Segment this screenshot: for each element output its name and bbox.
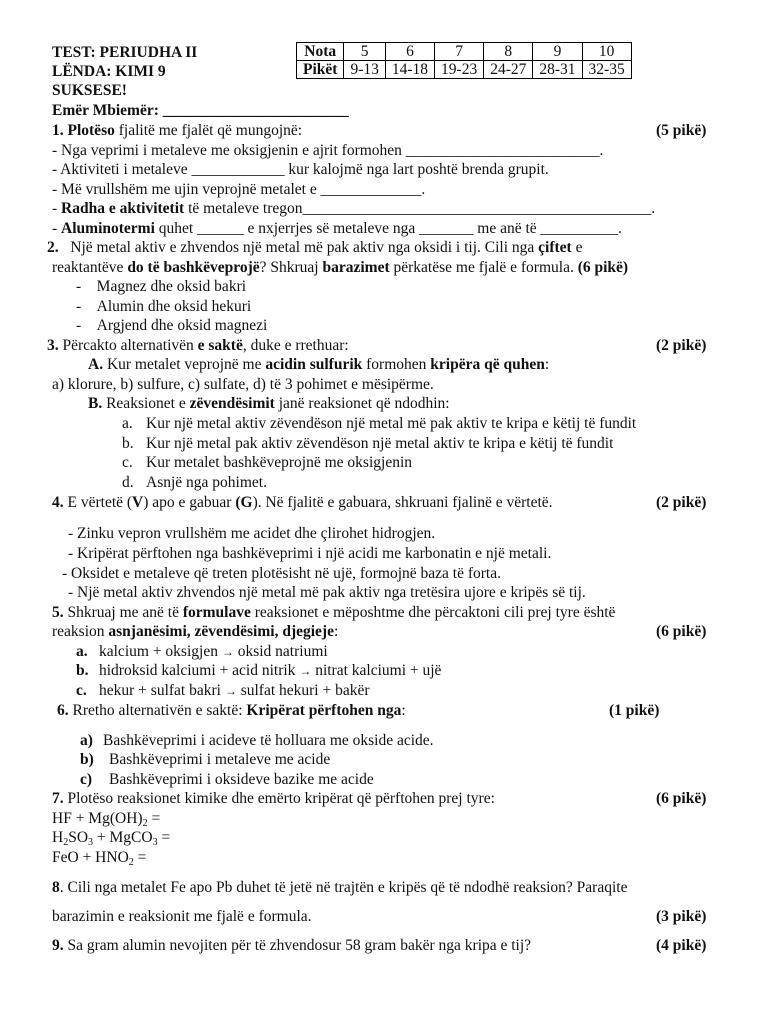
option-letter: c. [76, 682, 87, 699]
q5-text-2: reaksionet e mëposhtme dhe përcaktoni cili prej tyre është [250, 604, 616, 621]
q5-bold-2: asnjanësimi, zëvendësimi, djegieje [108, 623, 334, 640]
name-blank: ________________________ [162, 102, 349, 119]
q6-text-2: : [401, 702, 406, 719]
option-letter: a) [80, 732, 93, 749]
q3-b-label: B. [88, 395, 103, 412]
q4-statement-4: - Një metal aktiv zhvendos një metal më pak aktiv nga tretësira ujore e kripës së tij. [68, 584, 586, 601]
reaction-right: sulfat hekuri + bakër [236, 682, 370, 699]
q2-text-2c: përkatëse me fjalë e formula. [389, 259, 578, 276]
points-row [297, 61, 632, 79]
q3-a-bold-1: acidin sulfurik [265, 356, 363, 373]
grade-row-label: Nota [297, 43, 344, 61]
q3-part-a [88, 355, 549, 374]
eq-text: SO [68, 829, 89, 846]
points-row-label: Pikët [297, 61, 344, 79]
q1-line-4-bold: Radha e aktivitetit [61, 200, 185, 217]
q6-number: 6. [57, 702, 69, 719]
q8-text-1: . Cili nga metalet Fe apo Pb duhet të jetë në trajtën e kripës që të ndodhë reaksion? Paraqite [59, 879, 628, 896]
q1-points: (5 pikë) [656, 122, 707, 139]
list-item [76, 642, 328, 662]
q7-points: (6 pikë) [656, 790, 707, 807]
eq-subscript: 2 [142, 818, 148, 829]
list-item [122, 473, 267, 492]
list-item [80, 750, 330, 769]
q7-equation-2 [52, 828, 170, 847]
q7-number: 7. [52, 790, 64, 807]
q8-number: 8 [52, 879, 60, 896]
q4-bold-g: (G [235, 494, 253, 511]
eq-subscript: 3 [152, 837, 158, 848]
q3-part-b [88, 394, 450, 413]
q6-text-1: Rretho alternativën e saktë: [68, 702, 247, 719]
q3-a-bold-2: kripëra që quhen [430, 356, 545, 373]
eq-text: = [147, 810, 161, 827]
q5-bold-1: formulave [182, 604, 251, 621]
q1-line-1: - Nga veprimi i metaleve me oksigjenin e ajrit formohen _________________________. [52, 142, 604, 159]
grade-cell: 8 [484, 43, 533, 61]
grade-row [297, 43, 632, 61]
eq-text: FeO + HNO [52, 849, 129, 866]
eq-subscript: 3 [88, 837, 94, 848]
q3-b-bold: zëvendësimit [189, 395, 275, 412]
eq-text: H [52, 829, 64, 846]
eq-subscript: 2 [63, 837, 69, 848]
points-cell: 28-31 [533, 61, 582, 79]
q1-line-5-dash: - [52, 220, 62, 237]
q1-line-2: - Aktiviteti i metaleve ____________ kur kalojmë nga lart poshtë brenda grupit. [52, 161, 549, 178]
option-text: Kur një metal aktiv zëvendëson një metal më pak aktiv te kripa e këtij të fundit [146, 415, 637, 432]
q3-number: 3. [47, 337, 59, 354]
list-item [76, 661, 441, 681]
option-letter: c) [80, 771, 93, 788]
points-cell: 19-23 [435, 61, 484, 79]
q5-prompt-line-2 [52, 622, 338, 641]
q3-a-label: A. [88, 356, 104, 373]
option-text: Bashkëveprimi i metaleve me acide [109, 751, 331, 768]
eq-text: = [133, 849, 147, 866]
q7-text: Plotëso reaksionet kimike dhe emërto kripërat që përftohen prej tyre: [63, 790, 495, 807]
reaction-left: kalcium + oksigjen [99, 643, 222, 660]
q4-bold-v: V [132, 494, 144, 511]
q3-a-text-2: formohen [362, 356, 431, 373]
q2-prompt-line-1 [47, 238, 582, 257]
eq-text: = [157, 829, 171, 846]
option-text: Bashkëveprimi i oksideve bazike me acide [109, 771, 374, 788]
q2-text-1-end: e [571, 239, 583, 256]
q1-line-5 [52, 219, 622, 238]
q5-points: (6 pikë) [656, 623, 707, 640]
q2-item-text: Argjend dhe oksid magnezi [96, 317, 268, 334]
grade-cell: 9 [533, 43, 582, 61]
option-text: Kur metalet bashkëveprojnë me oksigjenin [146, 454, 413, 471]
q5-prompt-line-1 [52, 603, 615, 622]
q2-item-text: Alumin dhe oksid hekuri [96, 298, 252, 315]
list-item [80, 770, 374, 789]
eq-subscript: 2 [128, 857, 134, 868]
q6-points: (1 pikë) [609, 702, 660, 719]
q1-line-4 [52, 199, 655, 218]
option-letter: a. [122, 415, 133, 432]
q2-bold-1: do të bashkëveprojë [127, 259, 260, 276]
grade-table [296, 42, 632, 79]
q8-points: (3 pikë) [656, 908, 707, 925]
option-letter: d. [122, 474, 134, 491]
q1-prompt [52, 121, 302, 140]
q9-prompt [52, 936, 531, 955]
q3-b-text-2: janë reaksionet që ndodhin: [274, 395, 450, 412]
q1-bold-lead: Plotëso [67, 122, 115, 139]
q7-equation-3 [52, 848, 146, 867]
q4-number: 4. [52, 494, 64, 511]
option-letter: b) [80, 751, 94, 768]
q7-prompt [52, 789, 495, 808]
points-cell: 14-18 [385, 61, 434, 79]
q4-prompt [52, 493, 553, 512]
q1-line-5-bold: Aluminotermi [61, 220, 155, 237]
q2-prompt-line-2 [52, 258, 628, 277]
q9-text: Sa gram alumin nevojiten për të zhvendosur 58 gram bakër nga kripa e tij? [63, 937, 532, 954]
q1-line-3: - Më vrullshëm me ujin veprojnë metalet e _____________. [52, 181, 426, 198]
q1-line-5-rest: quhet ______ e nxjerrjes së metaleve nga _______ me anë të __________. [154, 220, 622, 237]
points-cell: 32-35 [582, 61, 631, 79]
q6-bold: Kripërat përftohen nga [246, 702, 402, 719]
q9-points: (4 pikë) [656, 937, 707, 954]
q3-prompt [47, 336, 349, 355]
q8-prompt-line-1 [52, 878, 627, 897]
q3-bold: e saktë [197, 337, 243, 354]
list-item [76, 681, 370, 701]
option-letter: a. [76, 643, 88, 660]
q3-text-2: , duke e rrethuar: [242, 337, 349, 354]
list-item [122, 434, 613, 453]
arrow-icon: → [221, 645, 234, 659]
q4-points: (2 pikë) [656, 494, 707, 511]
option-letter: b. [76, 662, 89, 679]
q3-a-options: a) klorure, b) sulfure, c) sulfate, d) të 3 pohimet e mësipërme. [52, 376, 434, 393]
q6-prompt [57, 701, 406, 720]
q2-bold-pairs: çiftet [538, 239, 572, 256]
q2-item-text: Magnez dhe oksid bakri [96, 278, 247, 295]
list-item [122, 414, 636, 433]
q3-a-text-3: : [544, 356, 550, 373]
q4-text-3: ). Në fjalitë e gabuara, shkruani fjalinë e vërtetë. [252, 494, 553, 511]
reaction-right: oksid natriumi [233, 643, 328, 660]
option-letter: b. [122, 435, 134, 452]
option-letter: c. [122, 454, 133, 471]
list-item: - Alumin dhe oksid hekuri [76, 298, 252, 315]
q2-bold-2: barazimet [322, 259, 390, 276]
grade-cell: 10 [582, 43, 631, 61]
q2-text-1: Një metal aktiv e zhvendos një metal më pak aktiv nga oksidi i tij. Cili nga [70, 239, 539, 256]
reaction-left: hidroksid kalciumi + acid nitrik [99, 662, 300, 679]
q9-number: 9. [52, 937, 64, 954]
option-text: Kur një metal pak aktiv zëvendëson një metal aktiv te kripa e këtij të fundit [146, 435, 614, 452]
q2-points: (6 pikë) [577, 259, 629, 276]
arrow-icon: → [299, 664, 312, 678]
q4-text-2: ) apo e gabuar [143, 494, 236, 511]
q3-a-text-1: Kur metalet veprojnë me [103, 356, 266, 373]
q4-statement-1: - Zinku vepron vrullshëm me acidet dhe çlirohet hidrogjen. [68, 525, 436, 542]
q3-b-text-1: Reaksionet e [102, 395, 190, 412]
q4-text-1: E vërtetë ( [63, 494, 133, 511]
option-text: Asnjë nga pohimet. [146, 474, 267, 491]
q2-text-2b: ? Shkruaj [259, 259, 323, 276]
eq-text: + MgCO [93, 829, 153, 846]
list-item [122, 453, 412, 472]
reaction-left: hekur + sulfat bakri [99, 682, 225, 699]
option-text: Bashkëveprimi i acideve të holluara me okside acide. [103, 732, 434, 749]
points-cell: 24-27 [484, 61, 533, 79]
q7-equation-1 [52, 809, 160, 828]
q1-line-4-rest: të metaleve tregon_____________________________________________. [184, 200, 656, 217]
reaction-right: nitrat kalciumi + ujë [311, 662, 442, 679]
name-label: Emër Mbiemër: [52, 102, 163, 119]
name-field [52, 101, 349, 120]
grade-cell: 7 [435, 43, 484, 61]
grade-cell: 6 [385, 43, 434, 61]
q4-statement-3: - Oksidet e metaleve që treten plotësisht në ujë, formojnë baza të forta. [62, 565, 501, 582]
arrow-icon: → [224, 684, 237, 698]
wish-text: SUKSESE! [52, 82, 127, 99]
list-item [80, 731, 434, 750]
q3-text: Përcakto alternativën [58, 337, 198, 354]
q5-number: 5. [52, 604, 64, 621]
q5-text-4: : [333, 623, 339, 640]
q3-points: (2 pikë) [656, 337, 707, 354]
q2-number: 2. [47, 239, 59, 256]
list-item: - Argjend dhe oksid magnezi [76, 317, 268, 334]
points-cell: 9-13 [344, 61, 385, 79]
list-item: - Magnez dhe oksid bakri [76, 278, 247, 295]
q1-number: 1. [52, 122, 64, 139]
q1-text: fjalitë me fjalët që mungojnë: [114, 122, 303, 139]
q4-statement-2: - Kripërat përftohen nga bashkëveprimi i një acidi me karbonatin e një metali. [68, 545, 552, 562]
q1-line-4-dash: - [52, 200, 62, 217]
test-title: TEST: PERIUDHA II [52, 44, 198, 61]
q5-text-3: reaksion [52, 623, 109, 640]
q5-text-1: Shkruaj me anë të [63, 604, 183, 621]
q2-text-2a: reaktantëve [52, 259, 128, 276]
subject-label: LËNDA: KIMI 9 [52, 63, 166, 80]
grade-cell: 5 [344, 43, 385, 61]
q8-prompt-line-2: barazimin e reaksionit me fjalë e formula. [52, 908, 312, 925]
eq-text: HF + Mg(OH) [52, 810, 143, 827]
